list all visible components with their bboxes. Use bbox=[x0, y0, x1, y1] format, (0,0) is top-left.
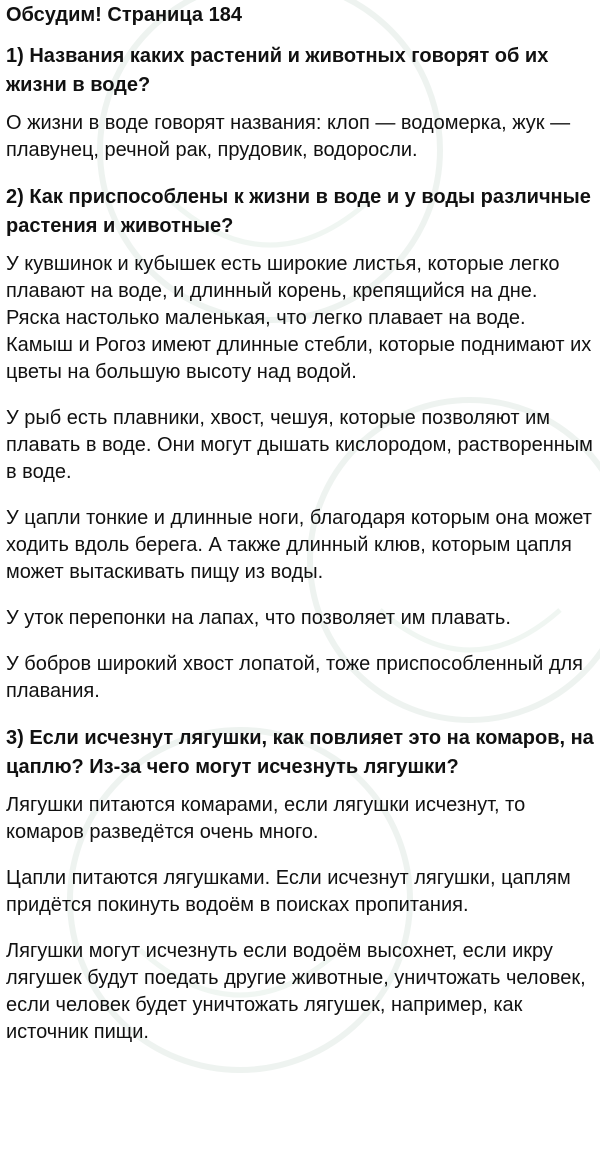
answer-paragraph: Лягушки могут исчезнуть если водоём высохнет, если икру лягушек будут поедать другие животные, уничтожать человек, если человек будет уничтожать лягушек, например, как источник пищи. bbox=[6, 940, 586, 1043]
answer-paragraph: У кувшинок и кубышек есть широкие листья, которые легко плавают на воде, и длинный корень, крепящийся на дне. Ряска настолько маленькая, что легко плавает на воде. Камыш и Рогоз имеют длинные стебли, которые поднимают их цветы на большую высоту над водой. bbox=[6, 253, 592, 383]
answer-paragraph: У уток перепонки на лапах, что позволяет им плавать. bbox=[6, 607, 511, 629]
section-3 bbox=[6, 724, 594, 1046]
question-2: 2) Как приспособлены к жизни в воде и у воды различные растения и животные? bbox=[6, 186, 591, 237]
answer-paragraph: У рыб есть плавники, хвост, чешуя, которые позволяют им плавать в воде. Они могут дышать кислородом, растворенным в воде. bbox=[6, 407, 593, 483]
answer-paragraph: Лягушки питаются комарами, если лягушки исчезнут, то комаров разведётся очень много. bbox=[6, 794, 526, 843]
section-2 bbox=[6, 183, 594, 705]
answer-paragraph: О жизни в воде говорят названия: клоп — водомерка, жук — плавунец, речной рак, прудовик, водоросли. bbox=[6, 112, 571, 161]
answer-paragraph: У бобров широкий хвост лопатой, тоже приспособленный для плавания. bbox=[6, 653, 583, 702]
page-title: Обсудим! Страница 184 bbox=[6, 4, 242, 26]
question-1: 1) Названия каких растений и животных говорят об их жизни в воде? bbox=[6, 45, 549, 96]
answer-paragraph: У цапли тонкие и длинные ноги, благодаря которым она может ходить вдоль берега. А также длинный клюв, которым цапля может вытаскивать пищу из воды. bbox=[6, 507, 592, 583]
section-1 bbox=[6, 42, 594, 164]
question-3: 3) Если исчезнут лягушки, как повлияет это на комаров, на цаплю? Из-за чего могут исчезнуть лягушки? bbox=[6, 727, 594, 778]
answer-paragraph: Цапли питаются лягушками. Если исчезнут лягушки, цаплям придётся покинуть водоём в поисках пропитания. bbox=[6, 867, 571, 916]
